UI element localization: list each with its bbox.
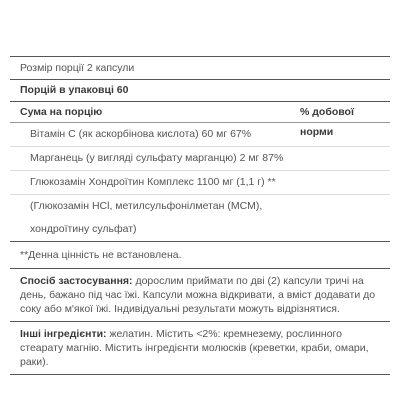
other-ingredients-text: желатин. Містить <2%: кремнезему, рослинного стеарату магнію. Містить інгредієнти молюсків (креветки, краби, омари, раки).	[20, 328, 369, 368]
servings-per-container: Порцій в упаковці 60	[10, 80, 390, 102]
directions	[10, 269, 390, 322]
footnote: **Денна цінність не встановлена.	[10, 242, 390, 269]
nutrient-row-complex-detail-2: хондроїтину сульфат)	[10, 218, 390, 242]
amount-per-serving-header: Сума на порцію	[20, 106, 103, 118]
supplement-facts-panel	[10, 56, 390, 375]
other-ingredients-label: Інші інгредієнти:	[20, 328, 107, 340]
serving-size: Розмір порції 2 капсули	[10, 56, 390, 80]
daily-value-header: % добової норми	[300, 106, 354, 138]
nutrient-row-complex-detail: (Глюкозамін HCl, метилсульфонілметан (MCM),	[30, 200, 263, 212]
directions-text: дорослим приймати по дві (2) капсули тричі на день, бажано під час їжі. Капсули можна відкривати, а вміст додавати до соку або м'якої їжі. Індивідуальні результати можуть відрізнятися.	[20, 275, 376, 315]
nutrient-row-vitamin-c: Вітамін C (як аскорбінова кислота) 60 мг 67%	[10, 123, 390, 147]
other-ingredients	[10, 322, 390, 375]
directions-label: Спосіб застосування:	[20, 275, 133, 287]
nutrient-row-manganese: Марганець (у вигляді сульфату марганцю) 2 мг 87%	[10, 147, 390, 171]
nutrient-row-complex: Глюкозамін Хондроїтин Комплекс 1100 мг (1,1 г) **	[10, 171, 390, 195]
